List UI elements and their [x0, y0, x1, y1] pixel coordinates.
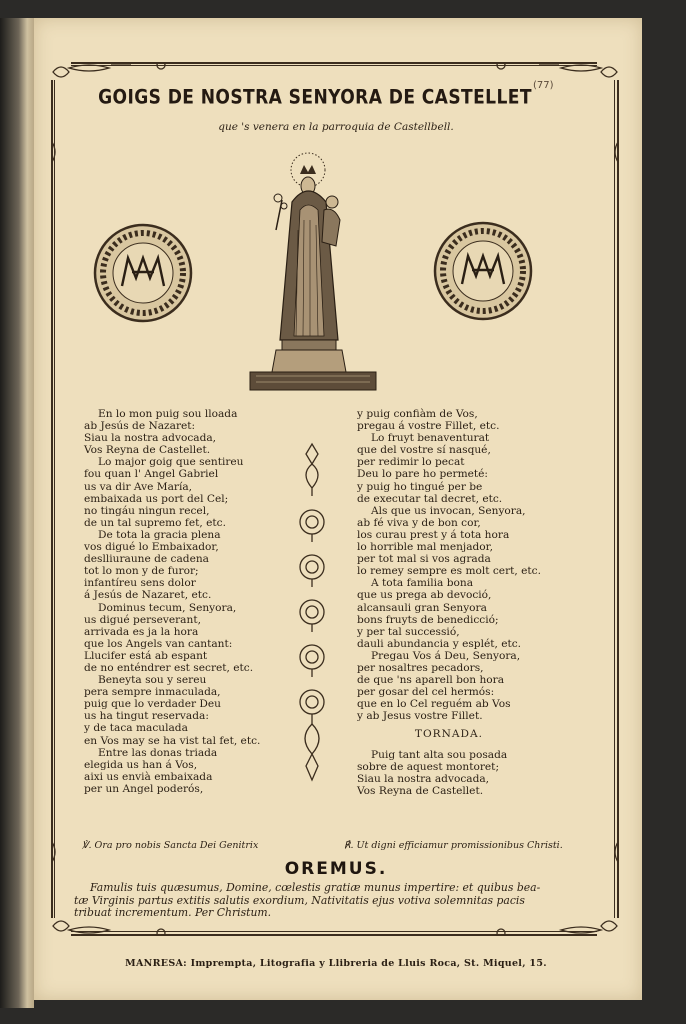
verse-line: Beneyta sou y sereu [98, 674, 207, 687]
verse-line: us ha tingut reservada: [84, 710, 209, 723]
verse-line: de executar tal decret, etc. [357, 492, 503, 505]
handwritten-page-number: (77) [533, 80, 554, 91]
verse-line: bons fruyts de benedicció; [357, 613, 499, 626]
verse-line: Vos Reyna de Castellet. [357, 784, 484, 797]
verse-line: que del vostre sí nasqué, [357, 444, 491, 457]
verse-line: tot lo mon y de furor; [84, 565, 199, 578]
verse-line: us digué perseverant, [84, 613, 201, 626]
verse-line: fou quan l' Angel Gabriel [84, 468, 219, 481]
verse-line: us va dir Ave María, [84, 480, 193, 493]
verse-line: per redimir lo pecat [357, 456, 465, 469]
verse-line: y de taca maculada [84, 722, 188, 735]
verse-line: y puig ho tingué per be [357, 480, 483, 493]
printer-imprint: MANRESA: Imprempta, Litografia y Llibreria de Lluis Roca, St. Miquel, 15. [125, 958, 547, 969]
verse-line: los curau prest y á tota hora [357, 528, 510, 541]
verse-line: ab Jesús de Nazaret: [84, 420, 196, 433]
verse-line: Siau la nostra advocada, [357, 772, 490, 785]
response-line: ℟. Ut digni efficiamur promissionibus Christi. [344, 840, 563, 851]
verse-line: alcansauli gran Senyora [357, 601, 487, 614]
verse-line: arrivada es ja la hora [84, 625, 199, 638]
verses-left-column [84, 408, 260, 795]
verse-line: Siau la nostra advocada, [84, 432, 217, 445]
verse-line: Vos Reyna de Castellet. [84, 444, 211, 457]
verse-line: per un Angel poderós, [84, 782, 204, 795]
verse-line: Lo major goig que sentireu [98, 456, 244, 469]
oremus-prayer [74, 882, 604, 920]
verse-line: A tota familia bona [371, 577, 474, 590]
verse-line: lo horrible mal menjador, [357, 541, 493, 554]
verse-line: á Jesús de Nazaret, etc. [84, 589, 212, 602]
verse-line: De tota la gracia plena [98, 528, 221, 541]
verse-line: per nosaltres pecadors, [357, 661, 484, 674]
verse-line: pera sempre inmaculada, [84, 686, 221, 699]
verse-line: aixi us envià embaixada [84, 770, 213, 783]
verse-line: que en lo Cel reguém ab Vos [357, 698, 511, 711]
verse-line: Entre las donas triada [98, 746, 218, 759]
prayer-line: tæ Virginis partus extitis salutis exordium, Nativitatis ejus votiva solemnitas pacis [74, 893, 525, 907]
verse-line: Puig tant alta sou posada [371, 748, 508, 761]
verse-line: dauli abundancia y esplét, etc. [357, 637, 522, 650]
verse-line: y ab Jesus vostre Fillet. [357, 710, 483, 723]
verses-right-column [357, 408, 541, 797]
verse-line: que us prega ab devoció, [357, 589, 492, 602]
verse-line: Als que us invocan, Senyora, [371, 504, 526, 517]
marian-monogram-medallion-right [432, 220, 534, 322]
verse-line: lo remey sempre es molt cert, etc. [357, 565, 541, 578]
verse-line: Pregau Vos á Deu, Senyora, [371, 649, 521, 662]
verse-line: infantíreu sens dolor [84, 577, 196, 590]
verse-line: per gosar del cel hermós: [357, 686, 495, 699]
page-title: GOIGS DE NOSTRA SENYORA DE CASTELLET [98, 85, 532, 109]
verse-line: ab fé viva y de bon cor, [357, 516, 481, 529]
goigs-page [34, 18, 642, 1000]
verse-line: de no enténdrer est secret, etc. [84, 661, 254, 674]
verse-line: elegida us han á Vos, [84, 758, 198, 771]
verse-line: puig que lo verdader Deu [84, 698, 221, 711]
verse-line: sobre de aquest montoret; [357, 760, 500, 773]
virgin-statue-engraving [246, 150, 380, 394]
page-subtitle: que 's venera en la parroquia de Castellbell. [218, 121, 454, 133]
verse-line: Deu lo pare ho permeté: [357, 468, 488, 481]
verse-line: deslliuraune de cadena [84, 553, 209, 566]
verse-line: de que 'ns aparell bon hora [357, 674, 505, 687]
versicle-line: ℣. Ora pro nobis Sancta Dei Genitrix [82, 840, 259, 851]
verse-line: que los Angels van cantant: [84, 637, 233, 650]
prayer-line: Famulis tuis quæsumus, Domine, cœlestis gratiæ munus impertire: et quibus bea- [90, 881, 541, 894]
verse-line: de un tal supremo fet, etc. [84, 516, 226, 529]
verse-line: Dominus tecum, Senyora, [98, 601, 237, 614]
verse-line: en Vos may se ha vist tal fet, etc. [84, 734, 261, 747]
verse-line: embaixada us port del Cel; [84, 492, 229, 505]
ornamental-chain-divider [294, 442, 330, 788]
verse-line: Lo fruyt benaventurat [371, 432, 490, 445]
verse-line: y per tal successió, [357, 625, 460, 638]
verse-line: y puig confiàm de Vos, [357, 408, 478, 420]
verse-line: En lo mon puig sou lloada [98, 408, 238, 420]
verse-line: vos digué lo Embaixador, [84, 541, 219, 554]
tornada-heading: TORNADA. [414, 728, 484, 741]
marian-monogram-medallion-left [92, 222, 194, 324]
verse-line: Llucifer está ab espant [84, 649, 208, 662]
verse-line: pregau á vostre Fillet, etc. [357, 420, 500, 433]
verse-line: per tot mal si vos agrada [357, 553, 491, 566]
book-binding-edge [0, 18, 34, 1008]
oremus-heading: OREMUS. [284, 859, 388, 879]
prayer-line: tribuat incrementum. Per Christum. [74, 906, 272, 920]
verse-line: no tingáu ningun recel, [84, 504, 210, 517]
